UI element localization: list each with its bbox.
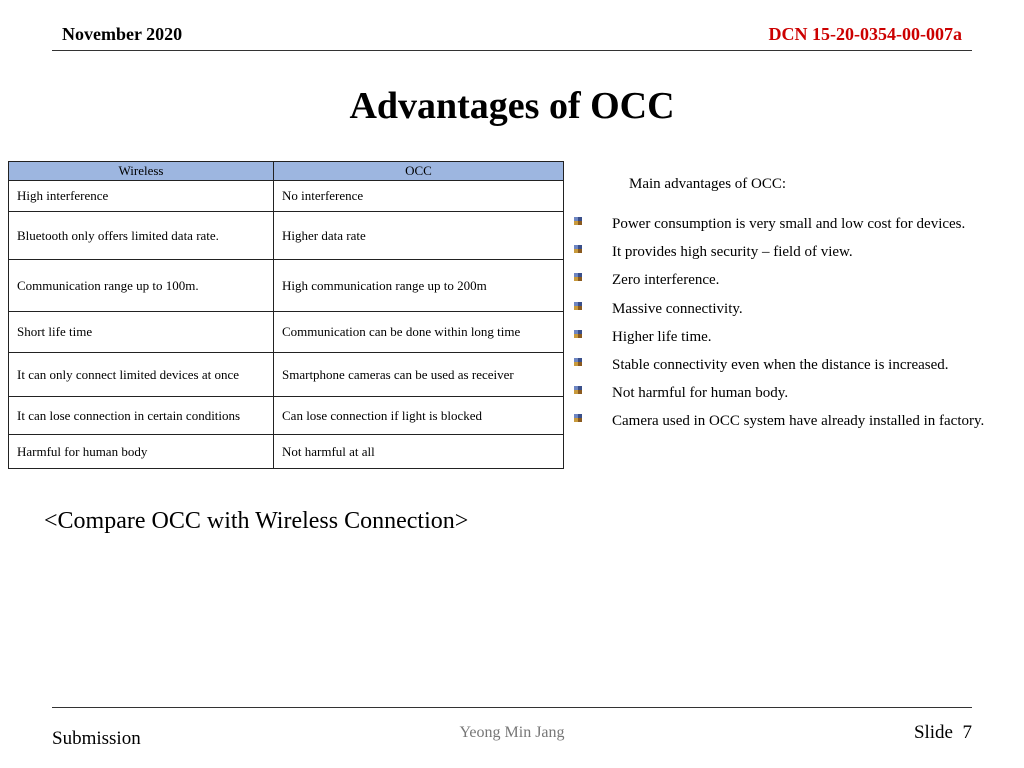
table-row bbox=[9, 181, 564, 212]
table-cell: Higher data rate bbox=[274, 212, 564, 260]
footer-submission: Submission bbox=[52, 728, 141, 749]
bullet-icon bbox=[574, 330, 582, 338]
table-caption: <Compare OCC with Wireless Connection> bbox=[44, 508, 469, 534]
table-cell: Communication can be done within long time bbox=[274, 312, 564, 353]
table-cell: Can lose connection if light is blocked bbox=[274, 397, 564, 435]
table-row bbox=[9, 435, 564, 469]
table-row bbox=[9, 212, 564, 260]
column-header-wireless: Wireless bbox=[9, 162, 274, 181]
list-item bbox=[572, 240, 984, 268]
bullet-icon bbox=[574, 273, 582, 281]
bullet-icon bbox=[574, 358, 582, 366]
table-cell: High communication range up to 200m bbox=[274, 260, 564, 312]
bullet-icon bbox=[574, 414, 582, 422]
list-item bbox=[572, 325, 984, 353]
advantage-text: Power consumption is very small and low cost for devices. bbox=[612, 216, 966, 232]
table-cell: No interference bbox=[274, 181, 564, 212]
slide-title: Advantages of OCC bbox=[349, 85, 675, 127]
table-cell: Bluetooth only offers limited data rate. bbox=[9, 212, 274, 260]
slide-label: Slide bbox=[913, 722, 953, 743]
list-item bbox=[572, 381, 984, 409]
advantage-text: Zero interference. bbox=[612, 272, 720, 289]
bullet-icon bbox=[574, 217, 582, 225]
table-cell: Communication range up to 100m. bbox=[9, 260, 274, 312]
list-item bbox=[572, 409, 984, 437]
comparison-table bbox=[8, 161, 564, 469]
table-cell: Short life time bbox=[9, 312, 274, 353]
slide-number: 7 bbox=[962, 722, 972, 743]
table-row bbox=[9, 397, 564, 435]
table-header-row bbox=[9, 162, 564, 181]
advantage-text: Higher life time. bbox=[612, 328, 712, 345]
list-item bbox=[572, 297, 984, 325]
bullet-icon bbox=[574, 386, 582, 394]
list-item bbox=[572, 353, 984, 381]
bullet-icon bbox=[574, 302, 582, 310]
table-cell: It can only connect limited devices at once bbox=[9, 353, 274, 397]
header-date: November 2020 bbox=[62, 24, 183, 44]
column-header-occ: OCC bbox=[274, 162, 564, 181]
list-item bbox=[572, 212, 984, 240]
advantage-text: Stable connectivity even when the distance is increased. bbox=[612, 356, 949, 373]
footer-divider bbox=[52, 707, 972, 708]
table-cell: Not harmful at all bbox=[274, 435, 564, 469]
advantage-text: Not harmful for human body. bbox=[612, 385, 789, 402]
advantages-title: Main advantages of OCC: bbox=[629, 176, 787, 192]
advantages-list bbox=[572, 212, 984, 438]
table-cell: It can lose connection in certain conditions bbox=[9, 397, 274, 435]
footer-author: Yeong Min Jang bbox=[459, 724, 565, 741]
table-row bbox=[9, 312, 564, 353]
footer-slide-number bbox=[914, 722, 972, 744]
table-row bbox=[9, 353, 564, 397]
table-cell: Harmful for human body bbox=[9, 435, 274, 469]
list-item bbox=[572, 268, 984, 296]
advantage-text: Camera used in OCC system have already installed in factory. bbox=[612, 413, 985, 430]
bullet-icon bbox=[574, 245, 582, 253]
header-divider bbox=[52, 50, 972, 51]
table-cell: Smartphone cameras can be used as receiver bbox=[274, 353, 564, 397]
table-cell: High interference bbox=[9, 181, 274, 212]
header-dcn: DCN 15-20-0354-00-007a bbox=[768, 24, 962, 44]
table-row bbox=[9, 260, 564, 312]
advantage-text: Massive connectivity. bbox=[612, 300, 743, 317]
advantage-text: It provides high security – field of view. bbox=[612, 244, 853, 261]
